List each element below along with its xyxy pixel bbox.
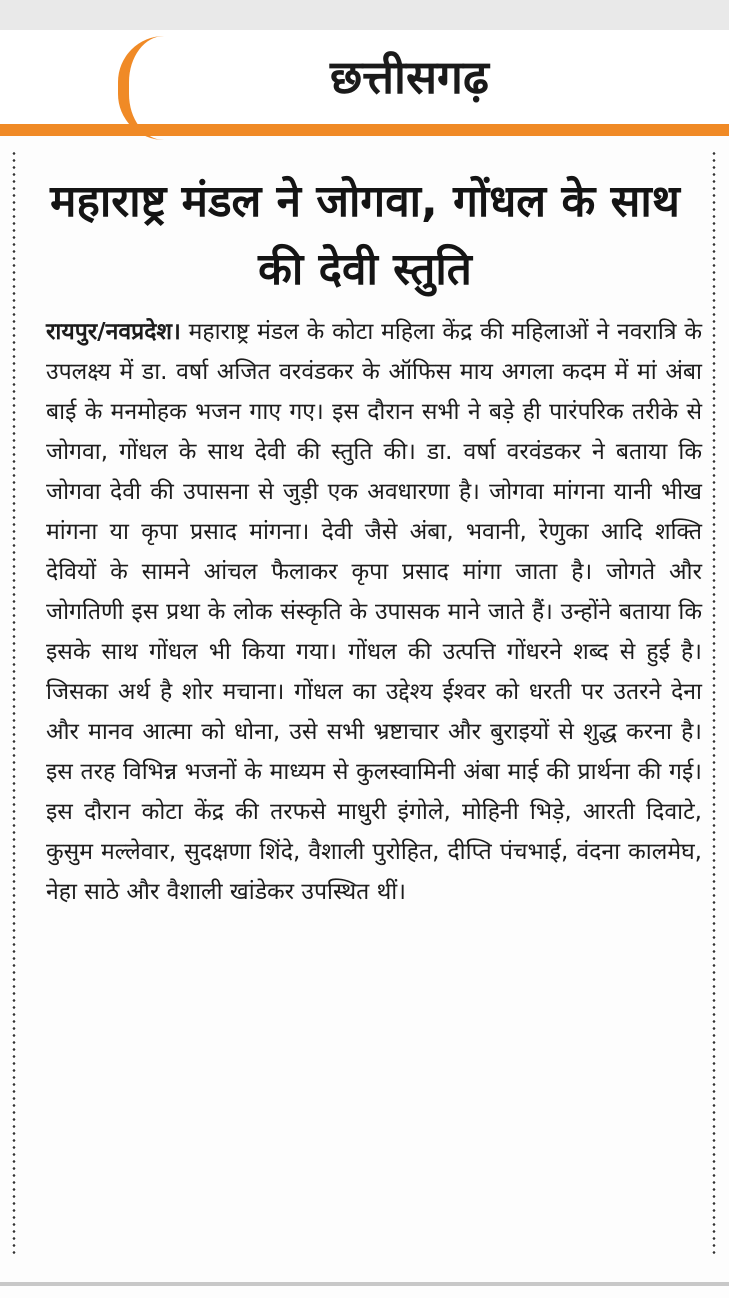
article-body <box>46 312 702 912</box>
section-title: छत्तीसगढ़ <box>330 50 489 104</box>
bottom-divider <box>0 1282 729 1286</box>
right-dotted-border <box>712 150 716 1258</box>
top-shade <box>0 0 729 30</box>
article-dateline: रायपुर/नवप्रदेश। <box>46 319 181 345</box>
article-text: महाराष्ट्र मंडल के कोटा महिला केंद्र की महिलाओं ने नवरात्रि के उपलक्ष्य में डा. वर्षा अजित वरवंडकर के ऑफिस माय अगला कदम में मां अंबा बाई के मनमोहक भजन गाए गए। इस दौरान सभी ने बड़े ही पारंपरिक तरीके से जोगवा, गोंधल के साथ देवी की स्तुति की। डा. वर्षा वरवंडकर ने बताया कि जोगवा देवी की उपासना से जुड़ी एक अवधारणा है। जोगवा मांगना यानी भीख मांगना या कृपा प्रसाद मांगना। देवी जैसे अंबा, भवानी, रेणुका आदि शक्ति देवियों के सामने आंचल फैलाकर कृपा प्रसाद मांगा जाता है। जोगते और जोगतिणी इस प्रथा के लोक संस्कृति के उपासक माने जाते हैं। उन्होंने बताया कि इसके साथ गोंधल भी किया गया। गोंधल की उत्पत्ति गोंधरने शब्द से हुई है। जिसका अर्थ है शोर मचाना। गोंधल का उद्देश्य ईश्वर को धरती पर उतरने देना और मानव आत्मा को धोना, उसे सभी भ्रष्टाचार और बुराइयों से शुद्ध करना है। इस तरह विभिन्न भजनों के माध्यम से कुलस्वामिनी अंबा माई की प्रार्थना की गई। इस दौरान कोटा केंद्र की तरफसे माधुरी इंगोले, मोहिनी भिड़े, आरती दिवाटे, कुसुम मल्लेवार, सुदक्षणा शिंदे, वैशाली पुरोहित, दीप्ति पंचभाई, वंदना कालमेघ, नेहा साठे और वैशाली खांडेकर उपस्थित थीं। <box>46 319 702 905</box>
article-headline: महाराष्ट्र मंडल ने जोगवा, गोंधल के साथ की देवी स्तुति <box>50 176 680 295</box>
left-dotted-border <box>12 150 16 1258</box>
section-underline <box>0 124 729 136</box>
